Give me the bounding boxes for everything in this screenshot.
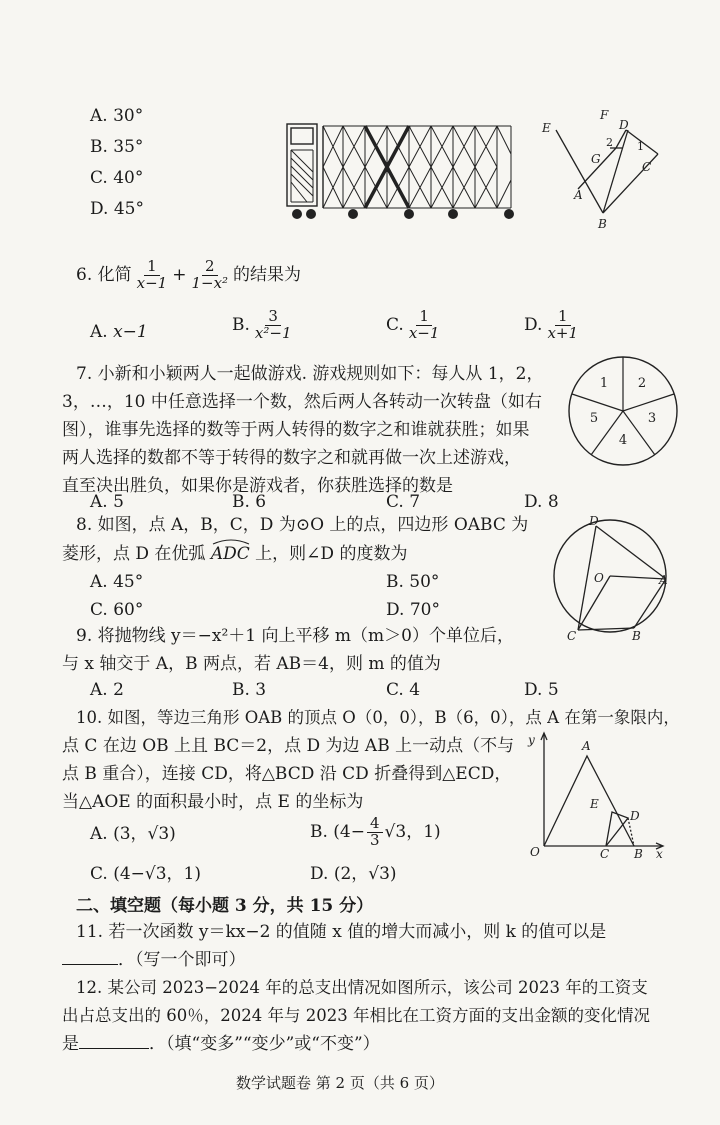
q6-f1-num: 1 [144, 259, 160, 276]
label-a: A [582, 739, 591, 753]
label-d: D [619, 118, 629, 132]
q8-line-2a: 菱形，点 D 在优弧 [62, 544, 206, 564]
label-c: C [567, 629, 577, 642]
label-e: E [542, 121, 551, 135]
q10-b-den: 3 [370, 830, 380, 849]
q6-d-frac [544, 309, 581, 342]
q6-plus: + [172, 264, 187, 285]
q6-option-b [232, 309, 297, 342]
q6-b-den: x²−1 [254, 323, 292, 342]
q12-line-1: 12. 某公司 2023−2024 年的总支出情况如图所示，该公司 2023 年的工资支 [76, 978, 648, 997]
q6-c-num: 1 [416, 309, 432, 326]
q6-b-frac [252, 309, 295, 342]
q6-f2-num: 2 [202, 259, 218, 276]
q8-line-2 [62, 546, 407, 563]
q12-answer-blank[interactable] [79, 1048, 149, 1049]
circle-rhombus-figure [548, 512, 672, 642]
q8-arc-adc [211, 544, 250, 564]
label-a: A [574, 188, 583, 202]
q8-arc-text: ADC [210, 544, 250, 564]
spinner-sector-1: 1 [599, 376, 609, 391]
q10-line-1: 10. 如图，等边三角形 OAB 的顶点 O（0，0），B（6，0），点 A 在第一象限内， [76, 708, 680, 727]
q6-d-num: 1 [555, 309, 571, 326]
label-b: B [634, 847, 643, 860]
q6-option-d [524, 309, 583, 342]
angle-geometry-figure [536, 106, 666, 232]
q12-line-3 [62, 1036, 380, 1053]
q7-line-2: 3，…，10 中任意选择一个数，然后两人各转动一次转盘（如右 [62, 392, 542, 412]
q9-option-b: B. 3 [232, 680, 267, 700]
q7-option-d: D. 8 [524, 492, 559, 512]
label-a: A [659, 573, 668, 587]
q6-suffix: 的结果为 [233, 264, 302, 285]
q8-option-d: D. 70° [386, 600, 440, 620]
q10-b-pre: B. (4− [310, 821, 365, 842]
angle-1-label: 1 [637, 140, 644, 153]
q6-a-value: x−1 [113, 322, 148, 342]
spinner-sector-2: 2 [637, 376, 647, 391]
q6-c-label: C. [386, 314, 404, 335]
q11-answer-blank[interactable] [62, 964, 118, 965]
q6-b-num: 3 [265, 309, 281, 326]
q11-line-1: 11. 若一次函数 y＝kx−2 的值随 x 值的增大而减小，则 k 的值可以是 [76, 922, 607, 942]
axis-y-label: y [528, 733, 535, 747]
q12-line-3-post: ．（填“变多”“变少”或“不变”） [149, 1034, 380, 1054]
q6-fraction-2 [188, 259, 231, 292]
q6-option-a [90, 324, 148, 341]
q10-line-2: 点 C 在边 OB 上且 BC＝2，点 D 为边 AB 上一动点（不与 [62, 736, 515, 756]
label-d: D [589, 514, 599, 528]
q6-f1-den: x−1 [136, 273, 168, 292]
q7-line-3: 图），谁事先选择的数等于两人转得的数字之和谁就获胜；如果 [62, 420, 530, 440]
q6-f2-den: 1−x² [191, 273, 229, 292]
angle-2-label: 2 [606, 136, 613, 149]
spinner-sector-5: 5 [589, 411, 599, 426]
section-2-heading: 二、填空题（每小题 3 分，共 15 分） [76, 896, 374, 916]
q7-option-a: A. 5 [90, 492, 124, 512]
q9-line-1: 9. 将抛物线 y＝−x²＋1 向上平移 m（m＞0）个单位后， [76, 626, 514, 646]
q10-option-b [310, 816, 441, 849]
spinner-sector-4: 4 [618, 433, 628, 448]
q9-option-a: A. 2 [90, 680, 124, 700]
q6-c-den: x−1 [408, 323, 440, 342]
q8-line-1: 8. 如图，点 A，B，C，D 为⊙O 上的点，四边形 OABC 为 [76, 515, 529, 535]
q6-d-den: x+1 [547, 323, 579, 342]
page-footer: 数学试题卷 第 2 页（共 6 页） [236, 1074, 444, 1092]
q12-line-2: 出占总支出的 60％，2024 年与 2023 年相比在工资方面的支出金额的变化情况 [62, 1006, 650, 1025]
q6-fraction-1 [134, 259, 171, 292]
q8-option-b: B. 50° [386, 572, 440, 592]
q10-option-c: C. (4−√3，1) [90, 864, 201, 884]
q11-line-2 [62, 952, 246, 969]
q5-option-c: C. 40° [90, 168, 144, 188]
q5-option-d: D. 45° [90, 199, 144, 219]
q7-option-b: B. 6 [232, 492, 267, 512]
q6-b-label: B. [232, 314, 250, 335]
q5-option-b: B. 35° [90, 137, 144, 157]
axis-x-label: x [656, 847, 663, 860]
q7-line-5: 直至决出胜负，如果你是游戏者，你获胜选择的数是 [62, 476, 453, 496]
q8-line-2b: 上，则∠D 的度数为 [255, 544, 408, 564]
q6-c-frac [406, 309, 443, 342]
spinner-sector-3: 3 [647, 411, 657, 426]
label-c: C [600, 847, 610, 860]
q5-option-a: A. 30° [90, 106, 144, 126]
q9-option-d: D. 5 [524, 680, 559, 700]
label-e: E [590, 797, 599, 811]
q7-line-4: 两人选择的数都不等于转得的数字之和就再做一次上述游戏， [62, 448, 521, 468]
q9-option-c: C. 4 [386, 680, 421, 700]
q10-option-a: A. (3，√3) [90, 824, 176, 844]
q10-b-frac [367, 816, 383, 849]
q7-line-1: 7. 小新和小颖两人一起做游戏. 游戏规则如下：每人从 1，2， [76, 364, 544, 384]
q10-line-4: 当△AOE 的面积最小时，点 E 的坐标为 [62, 792, 364, 812]
spinner-wheel-figure [566, 354, 680, 468]
q6-option-c [386, 309, 444, 342]
label-c: C [642, 160, 652, 174]
label-o: O [530, 845, 540, 859]
q6-d-label: D. [524, 314, 543, 335]
q10-option-d: D. (2，√3) [310, 864, 397, 884]
label-b: B [598, 217, 607, 231]
q6-prefix: 6. 化简 [76, 264, 132, 285]
q6-stem [76, 259, 301, 292]
q10-line-3: 点 B 重合），连接 CD，将△BCD 沿 CD 折叠得到△ECD， [62, 764, 512, 784]
q9-line-2: 与 x 轴交于 A，B 两点，若 AB＝4，则 m 的值为 [62, 654, 441, 674]
retractable-gate-figure [283, 118, 521, 223]
label-b: B [632, 629, 641, 642]
equilateral-triangle-figure [522, 730, 672, 860]
label-d: D [630, 809, 640, 823]
label-f: F [600, 108, 609, 122]
q10-b-num: 4 [367, 816, 383, 833]
arc-mark [211, 536, 251, 545]
label-o: O [594, 571, 604, 585]
label-g: G [591, 152, 601, 166]
q7-option-c: C. 7 [386, 492, 421, 512]
q11-line-2-text: ．（写一个即可） [118, 950, 246, 970]
q12-line-3-pre: 是 [62, 1034, 79, 1054]
q6-a-label: A. [90, 322, 108, 342]
q8-option-a: A. 45° [90, 572, 144, 592]
q10-b-post: √3，1) [384, 821, 441, 842]
q8-option-c: C. 60° [90, 600, 144, 620]
